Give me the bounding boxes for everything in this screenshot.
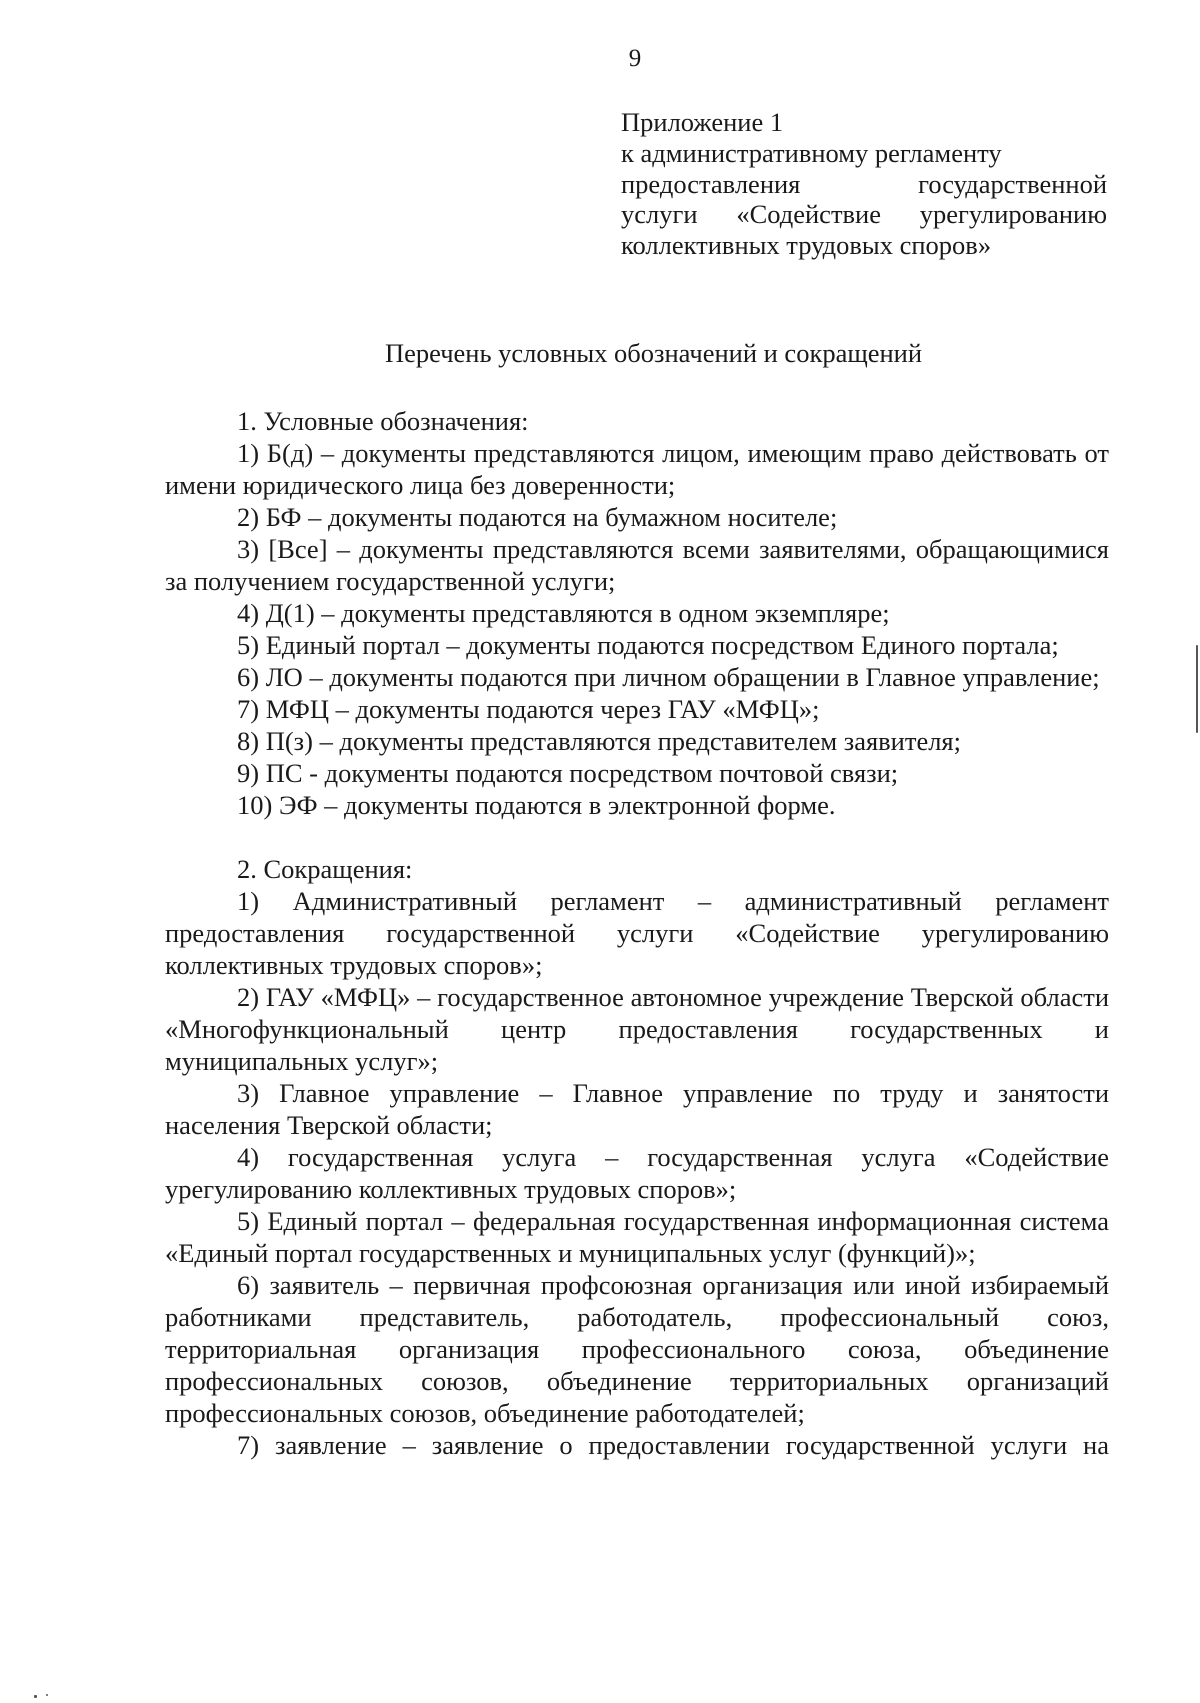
item-text: заявитель – первичная профсоюзная организация или иной избираемый работниками представитель, работодатель, профессиональный союз, территориальная организация профессионального союза, объединение профессиональных союзов, объединение территориальных организаций профессиональных союзов, объединение работодателей; <box>165 1270 1109 1428</box>
appendix-line: услуги «Содействие урегулированию <box>621 199 1107 230</box>
item-text: государственная услуга – государственная услуга «Содействие урегулированию коллективных трудовых споров»; <box>165 1142 1110 1204</box>
item-text: Единый портал – федеральная государственная информационная система «Единый портал государственных и муниципальных услуг (функций)»; <box>165 1206 1110 1268</box>
item-text: Главное управление – Главное управление по труду и занятости населения Тверской области; <box>165 1078 1109 1140</box>
list-item <box>165 885 1109 981</box>
item-number: 2) <box>237 982 260 1012</box>
item-text: Д(1) – документы представляются в одном экземпляре; <box>265 598 890 628</box>
document-body <box>165 405 1109 1461</box>
list-item <box>165 1077 1109 1141</box>
item-text: ПС - документы подаются посредством почтовой связи; <box>265 758 899 788</box>
item-number: 7) <box>237 694 260 724</box>
item-number: 6) <box>237 662 260 692</box>
item-text: МФЦ – документы подаются через ГАУ «МФЦ»; <box>265 694 820 724</box>
item-number: 5) <box>237 1206 260 1236</box>
list-item <box>165 789 1109 821</box>
item-number: 8) <box>237 726 260 756</box>
appendix-line: предоставления государственной <box>621 168 1107 199</box>
item-number: 1) <box>237 886 260 916</box>
item-text: П(з) – документы представляются представителем заявителя; <box>265 726 961 756</box>
item-number: 4) <box>237 1142 260 1172</box>
item-text: Административный регламент – административный регламент предоставления государственной услуги «Содействие урегулированию коллективных трудовых споров»; <box>165 886 1110 980</box>
list-item <box>165 597 1109 629</box>
item-number: 10) <box>237 790 273 820</box>
list-item <box>165 437 1109 501</box>
appendix-line: к административному регламенту <box>621 137 1002 168</box>
section-heading-symbols: 1. Условные обозначения: <box>237 406 529 436</box>
item-text: Б(д) – документы представляются лицом, имеющим право действовать от имени юридического лица без доверенности; <box>165 438 1110 500</box>
list-item <box>165 1269 1109 1429</box>
item-number: 5) <box>237 630 260 660</box>
document-title: Перечень условных обозначений и сокращений <box>384 338 923 368</box>
item-text: БФ – документы подаются на бумажном носителе; <box>265 502 838 532</box>
item-number: 7) <box>237 1430 260 1460</box>
item-text: заявление – заявление о предоставлении государственной услуги на <box>275 1430 1110 1460</box>
item-number: 1) <box>237 438 260 468</box>
item-text: [Все] – документы представляются всеми заявителями, обращающимися за получением государственной услуги; <box>165 534 1109 596</box>
item-number: 4) <box>237 598 260 628</box>
appendix-line: Приложение 1 <box>621 107 784 137</box>
item-text: ГАУ «МФЦ» – государственное автономное учреждение Тверской области «Многофункциональный центр предоставления государственных и муниципальных услуг»; <box>165 982 1109 1076</box>
item-number: 3) <box>237 1078 260 1108</box>
page-number: 9 <box>628 45 642 72</box>
item-number: 2) <box>237 502 260 532</box>
appendix-line: коллективных трудовых споров» <box>621 230 992 261</box>
list-item <box>165 501 1109 533</box>
list-item <box>165 533 1109 597</box>
list-item <box>165 1205 1109 1269</box>
item-text: Единый портал – документы подаются посредством Единого портала; <box>265 630 1059 660</box>
list-item <box>165 757 1109 789</box>
list-item <box>165 629 1109 661</box>
item-number: 3) <box>237 534 260 564</box>
item-text: ЛО – документы подаются при личном обращении в Главное управление; <box>265 662 1100 692</box>
scan-artifact <box>1196 645 1198 733</box>
list-item <box>165 693 1109 725</box>
item-number: 9) <box>237 758 260 788</box>
list-item <box>165 661 1109 693</box>
appendix-header <box>621 107 1107 261</box>
list-item <box>165 981 1109 1077</box>
scan-artifact <box>46 1694 48 1696</box>
list-item <box>165 725 1109 757</box>
section-gap <box>165 821 1109 853</box>
item-number: 6) <box>237 1270 260 1300</box>
list-item <box>165 1429 1109 1461</box>
scan-artifact <box>34 1695 37 1698</box>
list-item <box>165 1141 1109 1205</box>
item-text: ЭФ – документы подаются в электронной форме. <box>278 790 836 820</box>
section-heading-abbreviations: 2. Сокращения: <box>237 854 413 884</box>
